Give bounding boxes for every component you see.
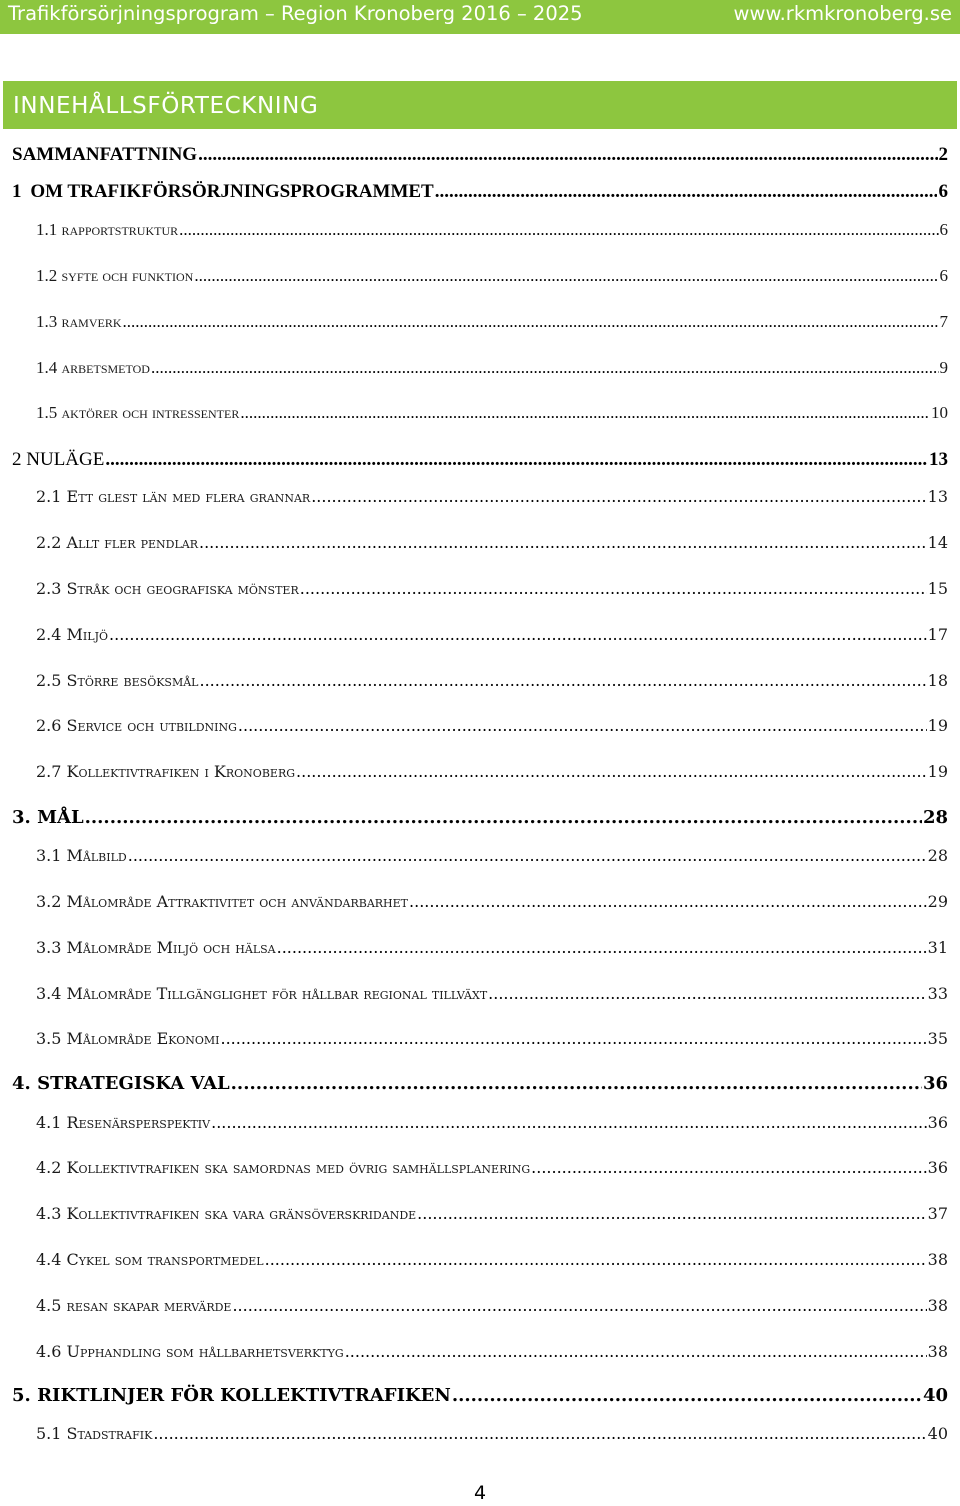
toc-entry-label: aktörer och intressenter	[61, 403, 240, 422]
toc-entry-label: Målområde Tillgänglighet för hållbar regional tillväxt	[66, 984, 488, 1003]
toc-entry-number: 4.1	[36, 1113, 62, 1132]
toc-entry-label: Målområde Attraktivitet och användarbarhet	[66, 892, 409, 911]
toc-entry-label: Målområde Miljö och hälsa	[66, 938, 276, 957]
toc-leader-dots	[488, 980, 926, 1008]
toc-entry-number: 3.5	[36, 1029, 62, 1048]
toc-leader-dots	[452, 1382, 922, 1410]
toc-entry-3-1[interactable]	[36, 842, 948, 870]
toc-entry-page: 6	[939, 266, 948, 285]
toc-entry-page: 9	[939, 358, 948, 377]
toc-entry-number: 2.5	[36, 671, 62, 690]
toc-entry-page: 17	[927, 625, 948, 644]
toc-leader-dots	[265, 1246, 927, 1274]
toc-entry-label: Allt fler pendlar	[66, 533, 198, 552]
toc-entry-4-4[interactable]	[36, 1246, 948, 1274]
toc-entry-number: 1.4	[36, 358, 58, 377]
toc-entry-number: 1.1	[36, 220, 58, 239]
toc-entry-label: Ett glest län med flera grannar	[66, 487, 311, 506]
toc-entry-page: 13	[927, 487, 948, 506]
toc-entry-page: 31	[927, 938, 948, 957]
toc-entry-4-2[interactable]	[36, 1154, 948, 1182]
toc-entry-page: 37	[927, 1204, 948, 1223]
toc-entry-chapter-4[interactable]	[12, 1070, 948, 1098]
document-title: Trafikförsörjningsprogram – Region Kronoberg 2016 – 2025	[8, 2, 583, 25]
toc-entry-label: Service och utbildning	[66, 716, 237, 735]
toc-leader-dots	[296, 758, 927, 786]
toc-entry-number: 2.1	[36, 487, 62, 506]
toc-entry-page: 28	[922, 807, 948, 828]
toc-entry-5-1[interactable]	[36, 1420, 948, 1448]
toc-leader-dots	[221, 1025, 927, 1053]
toc-entry-label: STRATEGISKA VAL	[37, 1073, 230, 1094]
toc-leader-dots	[240, 399, 930, 427]
toc-leader-dots	[435, 178, 938, 206]
toc-entry-label: Stadstrafik	[66, 1424, 153, 1443]
toc-entry-number: 3.3	[36, 938, 62, 957]
toc-entry-page: 33	[927, 984, 948, 1003]
toc-entry-number: 2	[12, 449, 22, 470]
toc-entry-3-3[interactable]	[36, 934, 948, 962]
toc-leader-dots	[345, 1338, 927, 1366]
toc-entry-number: 5.	[12, 1385, 31, 1406]
toc-entry-number: 2.3	[36, 579, 62, 598]
toc-entry-page: 19	[927, 716, 948, 735]
toc-entry-page: 29	[927, 892, 948, 911]
toc-entry-number: 1.5	[36, 403, 58, 422]
toc-leader-dots	[105, 446, 928, 474]
toc-entry-3-5[interactable]	[36, 1025, 948, 1053]
toc-leader-dots	[153, 1420, 926, 1448]
toc-entry-chapter-5[interactable]	[12, 1382, 948, 1410]
toc-entry-number: 4.4	[36, 1250, 62, 1269]
toc-entry-page: 38	[927, 1342, 948, 1361]
toc-entry-page: 36	[927, 1158, 948, 1177]
toc-entry-number: 2.2	[36, 533, 62, 552]
toc-entry-sammanfattning[interactable]	[12, 141, 948, 169]
toc-entry-page: 14	[927, 533, 948, 552]
toc-entry-page: 36	[927, 1113, 948, 1132]
toc-entry-number: 2.6	[36, 716, 62, 735]
toc-entry-label: Upphandling som hållbarhetsverktyg	[66, 1342, 344, 1361]
toc-leader-dots	[199, 529, 927, 557]
toc-entry-2-5[interactable]	[36, 667, 948, 695]
toc-leader-dots	[311, 483, 926, 511]
toc-entry-1-5[interactable]	[36, 399, 948, 427]
toc-leader-dots	[109, 621, 927, 649]
toc-entry-number: 3.1	[36, 846, 62, 865]
toc-entry-page: 40	[927, 1424, 948, 1443]
toc-entry-page: 6	[938, 181, 948, 202]
toc-leader-dots	[151, 354, 939, 382]
toc-entry-1-4[interactable]	[36, 354, 948, 382]
toc-entry-label: Målområde Ekonomi	[66, 1029, 220, 1048]
toc-entry-label: Miljö	[66, 625, 109, 644]
toc-entry-number: 2.7	[36, 762, 62, 781]
toc-entry-2-6[interactable]	[36, 712, 948, 740]
toc-entry-number: 4.5	[36, 1296, 62, 1315]
toc-leader-dots	[211, 1109, 927, 1137]
toc-leader-dots	[199, 667, 926, 695]
toc-entry-label: OM TRAFIKFÖRSÖRJNINGSPROGRAMMET	[30, 181, 434, 202]
toc-entry-chapter-1[interactable]	[12, 178, 948, 206]
toc-entry-label: ramverk	[61, 312, 122, 331]
toc-leader-dots	[232, 1292, 926, 1320]
toc-entry-page: 6	[939, 220, 948, 239]
toc-entry-chapter-3[interactable]	[12, 804, 948, 832]
toc-entry-label: Målbild	[66, 846, 127, 865]
toc-entry-1-3[interactable]	[36, 308, 948, 336]
toc-entry-page: 35	[927, 1029, 948, 1048]
toc-entry-number: 1.2	[36, 266, 58, 285]
toc-entry-page: 28	[927, 846, 948, 865]
toc-entry-page: 36	[922, 1073, 948, 1094]
toc-leader-dots	[409, 888, 927, 916]
toc-entry-page: 19	[927, 762, 948, 781]
toc-entry-2-3[interactable]	[36, 575, 948, 603]
toc-entry-number: 3.4	[36, 984, 62, 1003]
toc-entry-page: 10	[931, 403, 948, 422]
toc-entry-page: 38	[927, 1250, 948, 1269]
toc-entry-number: 1.3	[36, 312, 58, 331]
toc-entry-2-2[interactable]	[36, 529, 948, 557]
toc-entry-label: RIKTLINJER FÖR KOLLEKTIVTRAFIKEN	[37, 1385, 451, 1406]
toc-entry-3-4[interactable]	[36, 980, 948, 1008]
toc-entry-page: 2	[938, 144, 948, 165]
toc-entry-number: 5.1	[36, 1424, 62, 1443]
toc-entry-label: Resenärsperspektiv	[66, 1113, 211, 1132]
toc-entry-2-7[interactable]	[36, 758, 948, 786]
toc-entry-4-6[interactable]	[36, 1338, 948, 1366]
toc-entry-page: 40	[922, 1385, 948, 1406]
toc-entry-number: 3.	[12, 807, 31, 828]
toc-entry-label: Kollektivtrafiken ska samordnas med övrig samhällsplanering	[66, 1158, 531, 1177]
toc-leader-dots	[300, 575, 927, 603]
toc-leader-dots	[85, 804, 922, 832]
toc-leader-dots	[277, 934, 927, 962]
toc-entry-chapter-2[interactable]	[12, 446, 948, 474]
toc-entry-label: resan skapar mervärde	[66, 1296, 232, 1315]
toc-leader-dots	[194, 262, 938, 290]
toc-entry-label: Stråk och geografiska mönster	[66, 579, 299, 598]
toc-entry-3-2[interactable]	[36, 888, 948, 916]
toc-entry-page: 15	[927, 579, 948, 598]
toc-entry-label: MÅL	[37, 807, 84, 828]
toc-entry-page: 7	[939, 312, 948, 331]
toc-heading: INNEHÅLLSFÖRTECKNING	[13, 93, 319, 119]
toc-entry-2-4[interactable]	[36, 621, 948, 649]
toc-leader-dots	[123, 308, 939, 336]
toc-entry-label: rapportstruktur	[61, 220, 179, 239]
toc-entry-2-1[interactable]	[36, 483, 948, 511]
toc-entry-4-1[interactable]	[36, 1109, 948, 1137]
toc-leader-dots	[179, 216, 938, 244]
toc-entry-4-5[interactable]	[36, 1292, 948, 1320]
toc-entry-label: NULÄGE	[26, 449, 105, 470]
toc-leader-dots	[128, 842, 927, 870]
toc-entry-page: 13	[929, 449, 948, 470]
toc-entry-number: 4.6	[36, 1342, 62, 1361]
toc-entry-4-3[interactable]	[36, 1200, 948, 1228]
toc-entry-number: 1	[12, 181, 22, 202]
toc-leader-dots	[531, 1154, 927, 1182]
toc-entry-number: 4.2	[36, 1158, 62, 1177]
toc-entry-label: Kollektivtrafiken i Kronoberg	[66, 762, 296, 781]
toc-entry-label: Större besöksmål	[66, 671, 199, 690]
toc-entry-1-1[interactable]	[36, 216, 948, 244]
toc-leader-dots	[231, 1070, 922, 1098]
toc-leader-dots	[417, 1200, 926, 1228]
toc-entry-number: 2.4	[36, 625, 62, 644]
toc-entry-label: Kollektivtrafiken ska vara gränsöverskridande	[66, 1204, 417, 1223]
toc-entry-label: SAMMANFATTNING	[12, 144, 198, 165]
toc-entry-page: 18	[927, 671, 948, 690]
page-number: 4	[473, 1482, 487, 1504]
toc-entry-number: 4.3	[36, 1204, 62, 1223]
toc-entry-label: Cykel som transportmedel	[66, 1250, 264, 1269]
toc-entry-label: arbetsmetod	[61, 358, 150, 377]
toc-entry-number: 3.2	[36, 892, 62, 911]
toc-leader-dots	[238, 712, 927, 740]
toc-leader-dots	[198, 141, 937, 169]
toc-entry-label: syfte och funktion	[61, 266, 194, 285]
website-link[interactable]: www.rkmkronoberg.se	[733, 2, 952, 25]
toc-entry-1-2[interactable]	[36, 262, 948, 290]
toc-entry-page: 38	[927, 1296, 948, 1315]
toc-entry-number: 4.	[12, 1073, 31, 1094]
